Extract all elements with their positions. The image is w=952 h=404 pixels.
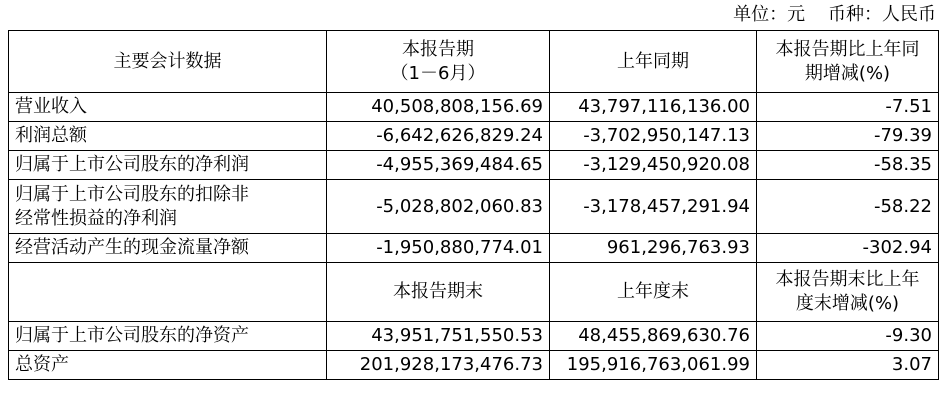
current-value: 201,928,173,476.73	[327, 351, 550, 380]
header-period-end: 本报告期末	[327, 263, 550, 322]
table-subheader-row	[9, 263, 939, 322]
table-row	[9, 93, 939, 122]
header-period-end-change-percent	[757, 263, 939, 322]
header-change-percent-line1: 本报告期比上年同	[775, 38, 920, 60]
row-label-line2: 经常性损益的净利润	[15, 207, 177, 229]
row-label-line1: 归属于上市公司股东的扣除非	[15, 183, 249, 205]
header-period-end-change-line1: 本报告期末比上年	[775, 269, 920, 290]
header-change-percent-line2: 期增减(%)	[804, 62, 891, 84]
change-value: -302.94	[757, 234, 939, 263]
table-header-row	[9, 31, 939, 93]
row-label: 归属于上市公司股东的净资产	[9, 322, 327, 351]
header-period-end-change-line2: 度末增减(%)	[795, 293, 900, 314]
prior-value: 195,916,763,061.99	[550, 351, 757, 380]
change-value: 3.07	[757, 351, 939, 380]
prior-value: -3,178,457,291.94	[550, 180, 757, 234]
header-current-period-line1: 本报告期	[402, 38, 474, 60]
table-row	[9, 351, 939, 380]
change-value: -58.22	[757, 180, 939, 234]
prior-value: 43,797,116,136.00	[550, 93, 757, 122]
header-main-accounting-data: 主要会计数据	[9, 31, 327, 93]
change-value: -58.35	[757, 151, 939, 180]
row-label: 总资产	[9, 351, 327, 380]
table-row	[9, 122, 939, 151]
change-value: -7.51	[757, 93, 939, 122]
current-value: 43,951,751,550.53	[327, 322, 550, 351]
table-row	[9, 234, 939, 263]
prior-value: -3,129,450,920.08	[550, 151, 757, 180]
current-value: -6,642,626,829.24	[327, 122, 550, 151]
table-row	[9, 322, 939, 351]
header-change-percent	[757, 31, 939, 93]
row-label: 营业收入	[9, 93, 327, 122]
prior-value: 48,455,869,630.76	[550, 322, 757, 351]
prior-value: 961,296,763.93	[550, 234, 757, 263]
row-label: 归属于上市公司股东的净利润	[9, 151, 327, 180]
current-value: -4,955,369,484.65	[327, 151, 550, 180]
header-prior-year-end: 上年度末	[550, 263, 757, 322]
key-accounting-data-table	[8, 30, 939, 380]
header-prior-period: 上年同期	[550, 31, 757, 93]
current-value: -1,950,880,774.01	[327, 234, 550, 263]
row-label: 经营活动产生的现金流量净额	[9, 234, 327, 263]
row-label: 利润总额	[9, 122, 327, 151]
change-value: -79.39	[757, 122, 939, 151]
current-value: -5,028,802,060.83	[327, 180, 550, 234]
currency-unit-note: 单位：元 币种：人民币	[733, 4, 936, 25]
row-label	[9, 180, 327, 234]
table-row	[9, 151, 939, 180]
change-value: -9.30	[757, 322, 939, 351]
header-current-period	[327, 31, 550, 93]
current-value: 40,508,808,156.69	[327, 93, 550, 122]
header-current-period-line2: （1－6月）	[390, 62, 486, 84]
prior-value: -3,702,950,147.13	[550, 122, 757, 151]
subheader-empty-cell	[9, 263, 327, 322]
table-row	[9, 180, 939, 234]
